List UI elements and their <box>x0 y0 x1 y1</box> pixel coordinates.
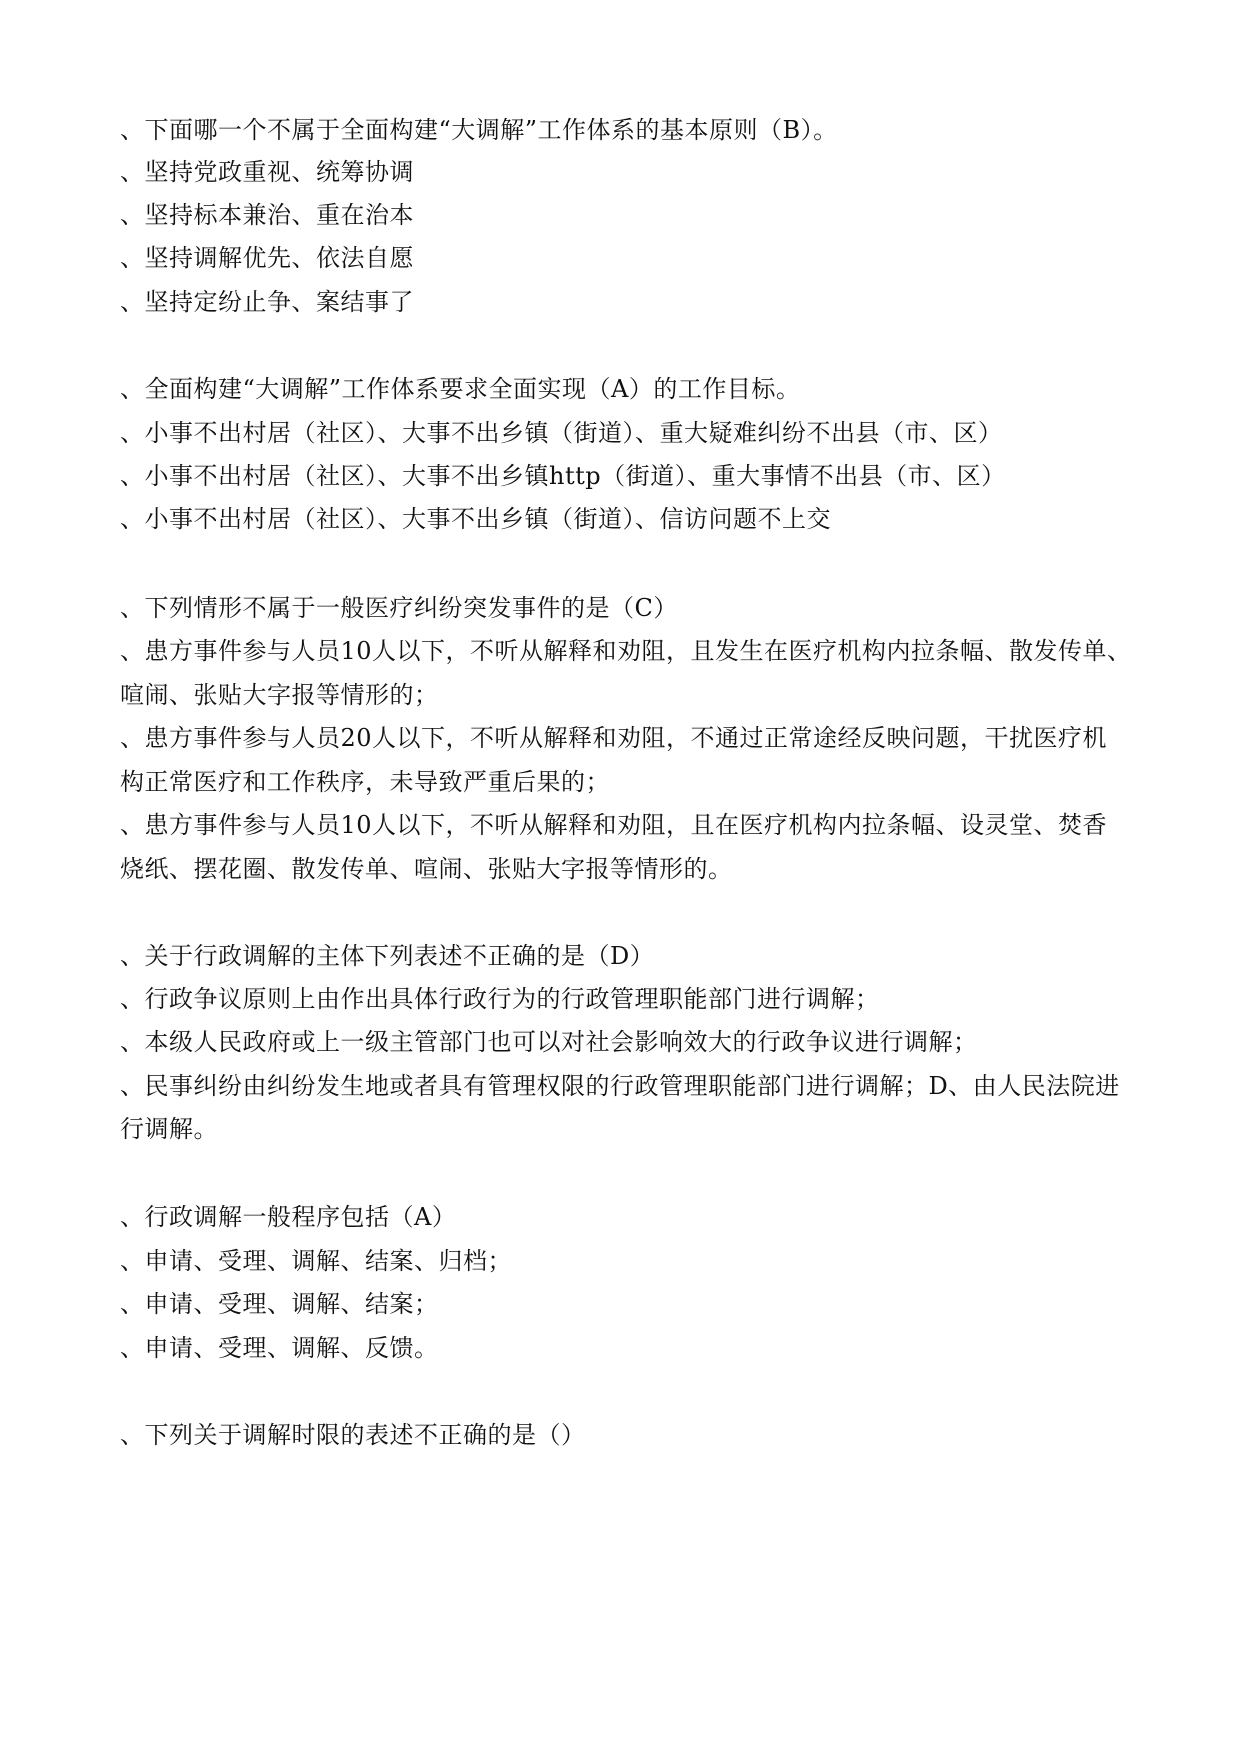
question-1-stem: 、下面哪一个不属于全面构建“大调解”工作体系的基本原则（B）。 <box>120 116 838 144</box>
question-3-option-c-line-1: 、患方事件参与人员10人以下，不听从解释和劝阻，且在医疗机构内拉条幅、设灵堂、焚香 <box>120 811 1108 839</box>
question-4-option-b: 、本级人民政府或上一级主管部门也可以对社会影响效大的行政争议进行调解； <box>120 1028 978 1056</box>
question-4-option-c-line-1: 、民事纠纷由纠纷发生地或者具有管理权限的行政管理职能部门进行调解；D、由人民法院进 <box>120 1072 1120 1100</box>
question-3-option-c-line-2: 烧纸、摆花圈、散发传单、喧闹、张贴大字报等情形的。 <box>120 855 733 883</box>
question-3-option-b-line-1: 、患方事件参与人员20人以下，不听从解释和劝阻，不通过正常途经反映问题，干扰医疗机 <box>120 724 1108 752</box>
question-2-option-c: 、小事不出村居（社区）、大事不出乡镇（街道）、信访问题不上交 <box>120 505 831 533</box>
question-5-option-b: 、申请、受理、调解、结案； <box>120 1290 439 1318</box>
question-4-option-c-line-2: 行调解。 <box>120 1115 218 1143</box>
question-4-option-a: 、行政争议原则上由作出具体行政行为的行政管理职能部门进行调解； <box>120 985 880 1013</box>
question-3-option-a-line-1: 、患方事件参与人员10人以下，不听从解释和劝阻，且发生在医疗机构内拉条幅、散发传单、 <box>120 637 1132 665</box>
question-1-option-b: 、坚持标本兼治、重在治本 <box>120 201 414 229</box>
question-5-stem: 、行政调解一般程序包括（A） <box>120 1203 457 1231</box>
question-4-stem: 、关于行政调解的主体下列表述不正确的是（D） <box>120 942 655 970</box>
question-3-option-b-line-2: 构正常医疗和工作秩序，未导致严重后果的； <box>120 768 610 796</box>
question-5-option-c: 、申请、受理、调解、反馈。 <box>120 1334 439 1362</box>
question-1-option-d: 、坚持定纷止争、案结事了 <box>120 288 414 316</box>
question-1-option-a: 、坚持党政重视、统筹协调 <box>120 158 414 186</box>
question-6-stem: 、下列关于调解时限的表述不正确的是（） <box>120 1421 586 1449</box>
question-5-option-a: 、申请、受理、调解、结案、归档； <box>120 1247 512 1275</box>
question-3-option-a-line-2: 喧闹、张贴大字报等情形的； <box>120 681 439 709</box>
question-1-option-c: 、坚持调解优先、依法自愿 <box>120 244 414 272</box>
question-2-option-a: 、小事不出村居（社区）、大事不出乡镇（街道）、重大疑难纠纷不出县（市、区） <box>120 419 1003 447</box>
question-3-stem: 、下列情形不属于一般医疗纠纷突发事件的是（C） <box>120 594 678 622</box>
question-2-stem: 、全面构建“大调解”工作体系要求全面实现（A）的工作目标。 <box>120 375 801 403</box>
question-2-option-b: 、小事不出村居（社区）、大事不出乡镇http（街道）、重大事情不出县（市、区） <box>120 462 1006 490</box>
